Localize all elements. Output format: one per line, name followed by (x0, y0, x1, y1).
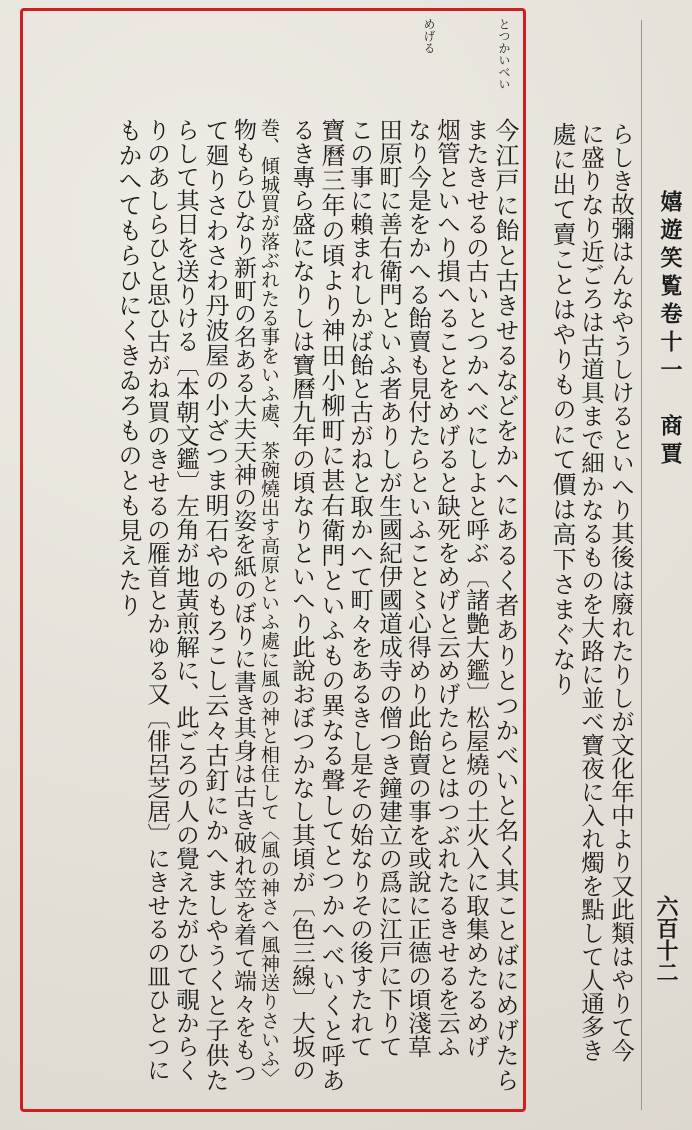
text-line-1: らしき故彌はんなやうしけるといへり其後は廢れたりしが文化年中より又此類はやりて今 (607, 122, 635, 1062)
text-line-15: らして其日を送りける〔本朝文鑑〕左角が地黃煎解に、此ごろの人の覺えたがひて覗からく (172, 118, 200, 1082)
text-line-8: 田原町に善右衛門といふ者ありしが生國紀伊國道成寺の僧つき鐘建立の爲に江戸に下りて (375, 118, 403, 1058)
running-title: 嬉遊笑覧卷十一 商賈 (657, 190, 683, 470)
text-line-3: 處に出て賣ことはやりものにて價は高下さまぐなり (548, 122, 576, 697)
side-note-1: とつかいべい (497, 18, 511, 90)
text-line-9: この事に賴まれしかば飴と古がねと取かへて町々をあるきし是その始なりその後すたれて (346, 118, 374, 1058)
text-line-10: 寶曆三年の頃より神田小柳町に甚右衛門といふもの異なる聲してとつかへべいくと呼あ (317, 118, 345, 1093)
text-line-13: 物もらひなり新町の名ある大夫天神の姿を紙のぼりに書き其身は古き破れ笠を着て端々をもつ (230, 118, 256, 1084)
text-line-12: 巻、傾城買が落ぶれたる事をいふ處、茶碗燒出す高原といふ處に風の神と相住して〈風の神さへ風神送りさいふ〉 (258, 118, 280, 1087)
text-line-4: 今江戸に飴と古きせるなどをかへにあるく者ありとつかべいと名く其ことばにめげたら (491, 118, 519, 1093)
text-line-7: なり今是をかへる飴賣も見付たらといふこと〻心得めり此飴賣の事を或說に正德の頃淺草 (404, 118, 432, 1058)
text-line-5: またきせるの古いとつかへべにしよと呼ぶ〔諸艶大鑑〕松屋燒の土火入に取集めたるめげ (462, 118, 490, 1058)
text-line-16: りのあしらひと思ひ古がね買のきせるの雁首とかゆる又〔俳呂芝居〕にきせるの皿ひとつに (143, 118, 171, 1082)
text-line-2: に盛りなり近ごろは古道具まで細かなるものを大路に並べ寶夜に入れ燭を點して人通多き (577, 122, 605, 1062)
text-line-14: て廻りさわさわ丹波屋の小ざつま明石やのもろこし云々古釘にかへましやうくと子供た (201, 118, 229, 1093)
header-rule (641, 20, 642, 1110)
text-line-11: るき專ら盛になりしは寶曆九年の頃なりといへり此說おぼつかなし其頃が〔色三線〕大坂の (288, 118, 316, 1082)
text-line-6: 烟管といへり損へることをめげると缺死をめげと云めげたらとはつぶれたるきせるを云ふ (433, 118, 461, 1058)
text-line-17: もかへてもらひにくきゐろものとも見えたり (114, 118, 142, 618)
page-number: 六百十二 (653, 895, 679, 983)
side-note-2: めげる (422, 18, 436, 54)
